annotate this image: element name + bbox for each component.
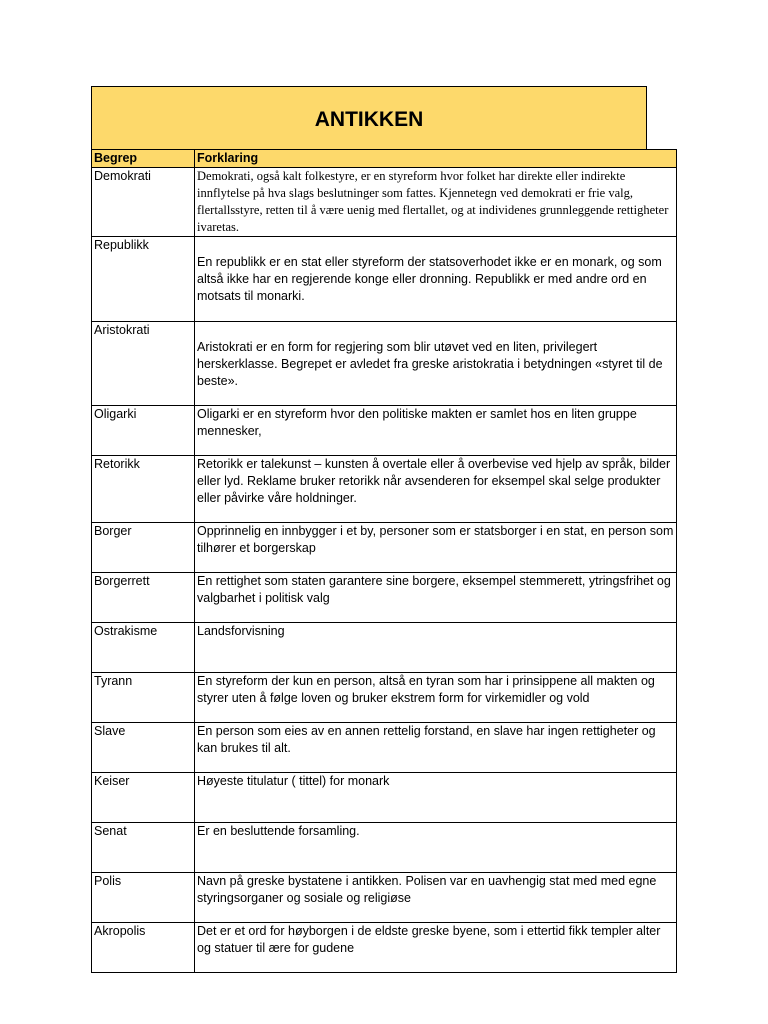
explanation-cell: Landsforvisning bbox=[195, 623, 677, 673]
table-row bbox=[92, 406, 677, 456]
title-banner bbox=[91, 86, 647, 149]
explanation-cell: Retorikk er talekunst – kunsten å overtale eller å overbevise ved hjelp av språk, bilder eller lyd. Reklame bruker retorikk når avsenderen for eksempel skal selge produkter eller påvirke våre holdninger. bbox=[195, 456, 677, 523]
table-header-row bbox=[92, 150, 677, 168]
explanation-cell: Det er et ord for høyborgen i de eldste greske byene, som i ettertid fikk templer alter og statuer til ære for gudene bbox=[195, 923, 677, 973]
page-title: ANTIKKEN bbox=[314, 108, 424, 131]
term-cell: Demokrati bbox=[92, 168, 195, 237]
term-cell: Polis bbox=[92, 873, 195, 923]
table-row bbox=[92, 456, 677, 523]
explanation-cell: Demokrati, også kalt folkestyre, er en styreform hvor folket har direkte eller indirekte innflytelse på hva slags beslutninger som fattes. Kjennetegn ved demokrati er frie valg, flertallsstyre, retten til å være uenig med flertallet, og at individenes grunnleggende rettigheter ivaretas. bbox=[195, 168, 677, 237]
explanation-cell: Høyeste titulatur ( tittel) for monark bbox=[195, 773, 677, 823]
term-cell: Republikk bbox=[92, 237, 195, 322]
explanation-cell: Aristokrati er en form for regjering som blir utøvet ved en liten, privilegert herskerklasse. Begrepet er avledet fra greske aristokratia i betydningen «styret til de beste». bbox=[195, 322, 677, 406]
table-row bbox=[92, 823, 677, 873]
table-row bbox=[92, 623, 677, 673]
explanation-cell: En styreform der kun en person, altså en tyran som har i prinsippene all makten og styrer uten å følge loven og bruker ekstrem form for virkemidler og vold bbox=[195, 673, 677, 723]
table-row bbox=[92, 168, 677, 237]
term-cell: Tyrann bbox=[92, 673, 195, 723]
term-cell: Aristokrati bbox=[92, 322, 195, 406]
term-cell: Senat bbox=[92, 823, 195, 873]
explanation-cell: En rettighet som staten garantere sine borgere, eksempel stemmerett, ytringsfrihet og valgbarhet i politisk valg bbox=[195, 573, 677, 623]
term-cell: Borger bbox=[92, 523, 195, 573]
table-row bbox=[92, 673, 677, 723]
table-row bbox=[92, 322, 677, 406]
term-cell: Slave bbox=[92, 723, 195, 773]
term-cell: Akropolis bbox=[92, 923, 195, 973]
term-cell: Retorikk bbox=[92, 456, 195, 523]
header-explanation: Forklaring bbox=[195, 150, 677, 168]
table-row bbox=[92, 923, 677, 973]
table-row bbox=[92, 523, 677, 573]
explanation-cell: En person som eies av en annen rettelig forstand, en slave har ingen rettigheter og kan brukes til alt. bbox=[195, 723, 677, 773]
explanation-cell: Navn på greske bystatene i antikken. Polisen var en uavhengig stat med med egne styringsorganer og sosiale og religiøse bbox=[195, 873, 677, 923]
explanation-cell: Er en besluttende forsamling. bbox=[195, 823, 677, 873]
term-cell: Ostrakisme bbox=[92, 623, 195, 673]
explanation-cell: Oligarki er en styreform hvor den politiske makten er samlet hos en liten gruppe mennesker, bbox=[195, 406, 677, 456]
explanation-cell: En republikk er en stat eller styreform der statsoverhodet ikke er en monark, og som altså ikke har en regjerende konge eller dronning. Republikk er med andre ord en motsats til monarki. bbox=[195, 237, 677, 322]
table-row bbox=[92, 873, 677, 923]
explanation-cell: Opprinnelig en innbygger i et by, personer som er statsborger i en stat, en person som tilhører et borgerskap bbox=[195, 523, 677, 573]
glossary-table bbox=[91, 149, 677, 973]
term-cell: Oligarki bbox=[92, 406, 195, 456]
table-row bbox=[92, 573, 677, 623]
table-row bbox=[92, 237, 677, 322]
header-term: Begrep bbox=[92, 150, 195, 168]
term-cell: Keiser bbox=[92, 773, 195, 823]
table-row bbox=[92, 723, 677, 773]
table-row bbox=[92, 773, 677, 823]
term-cell: Borgerrett bbox=[92, 573, 195, 623]
